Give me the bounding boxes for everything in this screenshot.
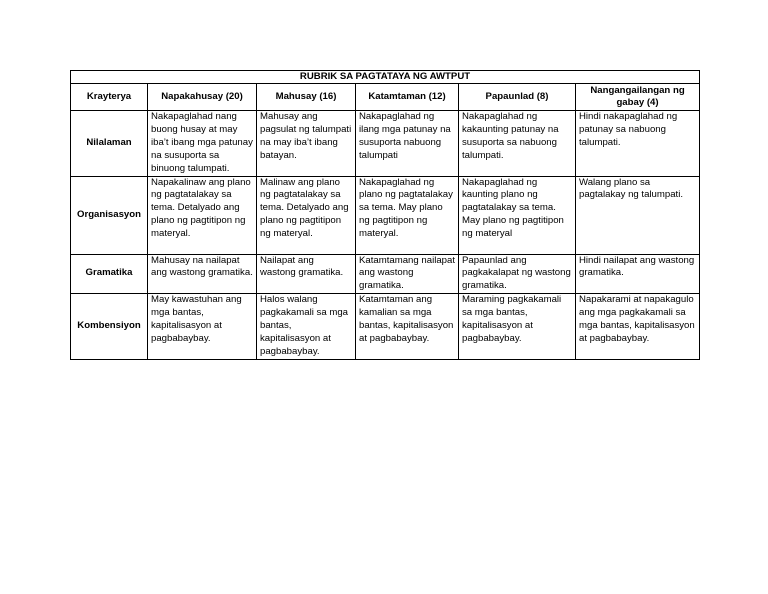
header-cell: Krayterya (71, 84, 148, 111)
criterion-cell: Gramatika (71, 254, 148, 294)
rubric-title: RUBRIK SA PAGTATAYA NG AWTPUT (71, 71, 700, 84)
header-cell: Papaunlad (8) (459, 84, 576, 111)
table-row (71, 294, 700, 360)
table-row (71, 176, 700, 254)
rubric-cell: Papaunlad ang pagkakalapat ng wastong gramatika. (459, 254, 576, 294)
table-row (71, 111, 700, 177)
rubric-cell: Katamtamang nailapat ang wastong gramatika. (356, 254, 459, 294)
rubric-cell: Malinaw ang plano ng pagtatalakay sa tema. Detalyado ang plano ng pagtitipon ng materyal. (257, 176, 356, 254)
rubric-cell: Nakapaglahad ng plano ng pagtatalakay sa tema. May plano ng pagtitipon ng materyal. (356, 176, 459, 254)
rubric-cell: May kawastuhan ang mga bantas, kapitalisasyon at pagbabaybay. (148, 294, 257, 360)
rubric-cell: Nailapat ang wastong gramatika. (257, 254, 356, 294)
rubric-cell: Napakarami at napakagulo ang mga pagkakamali sa mga bantas, kapitalisasyon at pagbabaybay. (576, 294, 700, 360)
rubric-cell: Katamtaman ang kamalian sa mga bantas, kapitalisasyon at pagbabaybay. (356, 294, 459, 360)
header-cell: Napakahusay (20) (148, 84, 257, 111)
rubric-cell: Mahusay ang pagsulat ng talumpati na may iba’t ibang batayan. (257, 111, 356, 177)
rubric-cell: Hindi nakapaglahad ng patunay sa nabuong talumpati. (576, 111, 700, 177)
rubric-cell: Walang plano sa pagtalakay ng talumpati. (576, 176, 700, 254)
header-row (71, 84, 700, 111)
criterion-cell: Organisasyon (71, 176, 148, 254)
rubric-cell: Mahusay na nailapat ang wastong gramatika. (148, 254, 257, 294)
header-cell: Katamtaman (12) (356, 84, 459, 111)
criterion-cell: Nilalaman (71, 111, 148, 177)
rubric-cell: Nakapaglahad ng ilang mga patunay na susuporta nabuong talumpati (356, 111, 459, 177)
rubric-cell: Maraming pagkakamali sa mga bantas, kapitalisasyon at pagbabaybay. (459, 294, 576, 360)
header-cell: Mahusay (16) (257, 84, 356, 111)
header-cell: Nangangailangan ng gabay (4) (576, 84, 700, 111)
rubric-cell: Napakalinaw ang plano ng pagtatalakay sa tema. Detalyado ang plano ng pagtitipon ng materyal. (148, 176, 257, 254)
rubric-table (70, 70, 700, 360)
table-row (71, 254, 700, 294)
rubric-cell: Halos walang pagkakamali sa mga bantas, kapitalisasyon at pagbabaybay. (257, 294, 356, 360)
rubric-cell: Nakapaglahad ng kakaunting patunay na susuporta sa nabuong talumpati. (459, 111, 576, 177)
rubric-cell: Hindi nailapat ang wastong gramatika. (576, 254, 700, 294)
title-row (71, 71, 700, 84)
rubric-cell: Nakapaglahad nang buong husay at may iba’t ibang mga patunay na susuporta sa binuong talumpati. (148, 111, 257, 177)
rubric-cell: Nakapaglahad ng kaunting plano ng pagtatalakay sa tema. May plano ng pagtitipon ng materyal (459, 176, 576, 254)
criterion-cell: Kombensiyon (71, 294, 148, 360)
